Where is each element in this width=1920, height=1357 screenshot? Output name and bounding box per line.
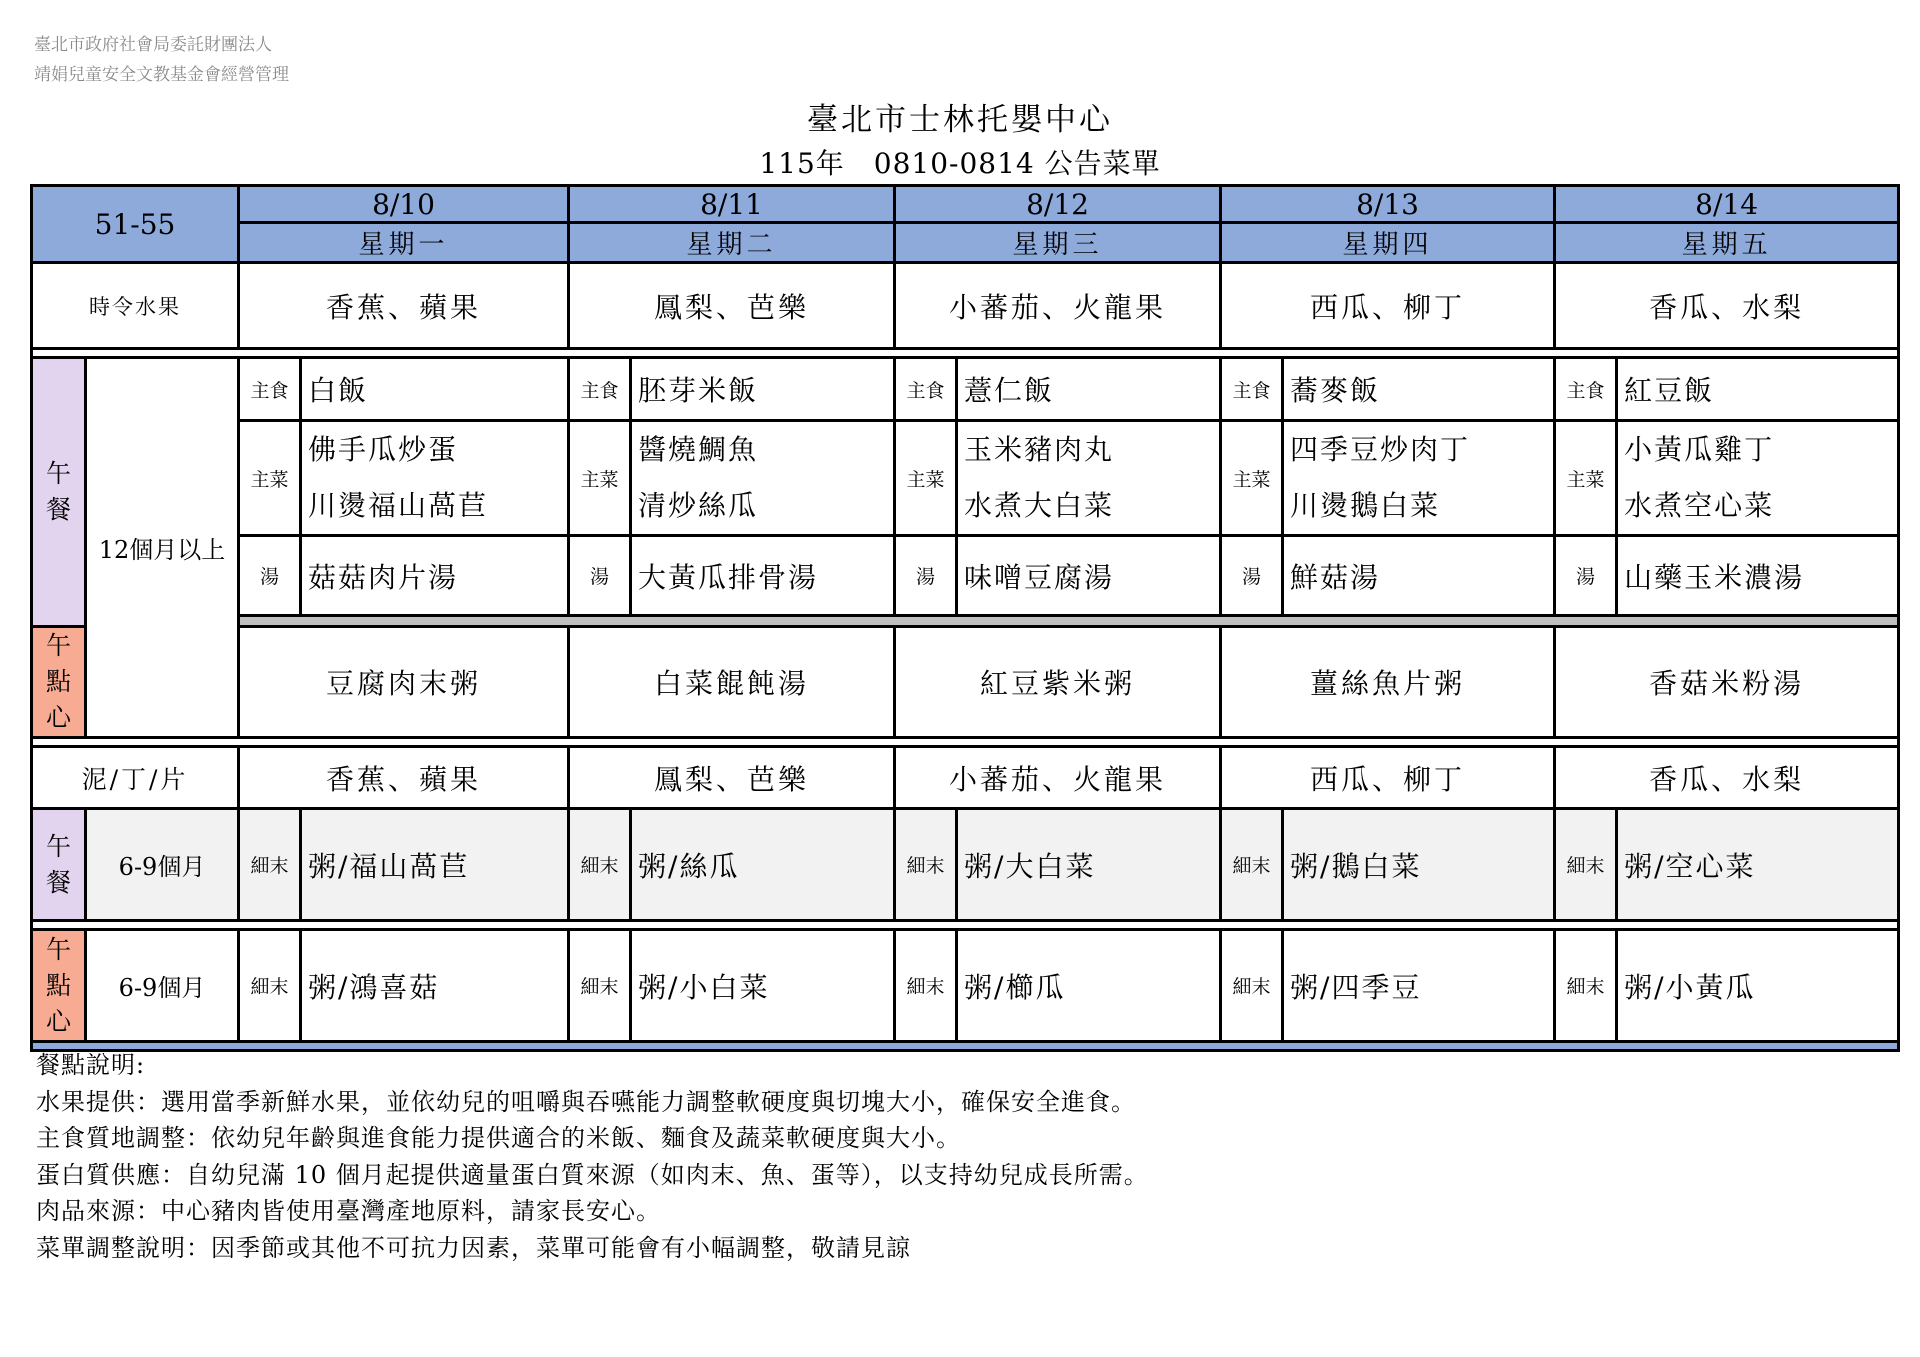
infant-snack-fri: 粥/小黃瓜	[1617, 930, 1899, 1042]
snack-wed: 紅豆紫米粥	[895, 627, 1221, 738]
lunch-label-text: 午 餐	[45, 831, 71, 897]
infant-lunch-fri: 粥/空心菜	[1617, 809, 1899, 921]
soup-label: 湯	[569, 536, 631, 616]
age-6-9-label: 6-9個月	[86, 809, 239, 921]
staple-label: 主食	[239, 358, 301, 421]
infant-lunch-tue: 粥/絲瓜	[631, 809, 895, 921]
date-header-thu: 8/13	[1221, 186, 1555, 223]
main-dishes-fri	[1617, 421, 1899, 536]
main-dishes-tue	[631, 421, 895, 536]
soup-label: 湯	[895, 536, 957, 616]
main-dish-2: 清炒絲瓜	[638, 489, 759, 522]
staple-label: 主食	[1221, 358, 1283, 421]
infant-lunch-side-label	[32, 809, 86, 921]
fine-label: 細末	[1555, 930, 1617, 1042]
main-dish-1: 四季豆炒肉丁	[1290, 433, 1471, 466]
soup-label: 湯	[1221, 536, 1283, 616]
soup-thu: 鮮菇湯	[1283, 536, 1555, 616]
soup-mon: 菇菇肉片湯	[301, 536, 569, 616]
organization-info	[34, 30, 289, 90]
soup-label: 湯	[1555, 536, 1617, 616]
main-dish-1: 小黃瓜雞丁	[1624, 433, 1775, 466]
main-dish-label: 主菜	[1221, 421, 1283, 536]
staple-label: 主食	[1555, 358, 1617, 421]
main-dish-label: 主菜	[239, 421, 301, 536]
fruit-thu: 西瓜、柳丁	[1221, 263, 1555, 349]
snack-label-text: 午 點 心	[45, 934, 71, 1036]
age-12-label: 12個月以上	[86, 358, 239, 738]
puree-label: 泥/丁/片	[32, 747, 239, 809]
fruit-fri: 香瓜、水梨	[1555, 263, 1899, 349]
fruit-tue: 鳳梨、芭樂	[569, 263, 895, 349]
snack-fri: 香菇米粉湯	[1555, 627, 1899, 738]
infant-lunch-wed: 粥/大白菜	[957, 809, 1221, 921]
infant-lunch-mon: 粥/福山萵苣	[301, 809, 569, 921]
page-title: 臺北市士林托嬰中心	[807, 102, 1113, 138]
snack-label-text: 午 點 心	[45, 631, 71, 732]
fine-label: 細末	[569, 930, 631, 1042]
weekday-header-mon: 星期一	[239, 223, 569, 263]
main-dish-2: 川燙鵝白菜	[1290, 489, 1441, 522]
infant-snack-thu: 粥/四季豆	[1283, 930, 1555, 1042]
main-dish-2: 川燙福山萵苣	[308, 489, 489, 522]
meal-notes	[36, 1047, 1149, 1266]
page-subtitle: 115年 0810-0814 公告菜單	[759, 147, 1161, 180]
infant-snack-wed: 粥/櫛瓜	[957, 930, 1221, 1042]
main-dish-2: 水煮大白菜	[964, 489, 1115, 522]
staple-mon: 白飯	[301, 358, 569, 421]
main-dishes-thu	[1283, 421, 1555, 536]
fine-label: 細末	[239, 930, 301, 1042]
org-line-2: 靖娟兒童安全文教基金會經營管理	[34, 65, 289, 85]
puree-fruit-tue: 鳳梨、芭樂	[569, 747, 895, 809]
note-adjustment: 菜單調整說明：因季節或其他不可抗力因素，菜單可能會有小幅調整，敬請見諒	[36, 1233, 911, 1262]
fine-label: 細末	[1221, 930, 1283, 1042]
lunch-label-text: 午 餐	[45, 459, 71, 524]
menu-table	[30, 184, 1900, 1052]
infant-snack-side-label	[32, 930, 86, 1042]
puree-fruit-wed: 小蕃茄、火龍果	[895, 747, 1221, 809]
fine-label: 細末	[1555, 809, 1617, 921]
fine-label: 細末	[895, 930, 957, 1042]
main-dishes-wed	[957, 421, 1221, 536]
note-fruit: 水果提供：選用當季新鮮水果，並依幼兒的咀嚼與吞嚥能力調整軟硬度與切塊大小，確保安全進食。	[36, 1087, 1136, 1116]
snack-side-label	[32, 627, 86, 738]
main-dish-label: 主菜	[569, 421, 631, 536]
weekday-header-thu: 星期四	[1221, 223, 1555, 263]
weekday-header-wed: 星期三	[895, 223, 1221, 263]
org-line-1: 臺北市政府社會局委託財團法人	[34, 35, 272, 55]
age-6-9-label: 6-9個月	[86, 930, 239, 1042]
infant-lunch-thu: 粥/鵝白菜	[1283, 809, 1555, 921]
main-dish-label: 主菜	[1555, 421, 1617, 536]
fruit-mon: 香蕉、蘋果	[239, 263, 569, 349]
staple-label: 主食	[895, 358, 957, 421]
puree-fruit-fri: 香瓜、水梨	[1555, 747, 1899, 809]
infant-snack-mon: 粥/鴻喜菇	[301, 930, 569, 1042]
soup-label: 湯	[239, 536, 301, 616]
soup-tue: 大黃瓜排骨湯	[631, 536, 895, 616]
snack-mon: 豆腐肉末粥	[239, 627, 569, 738]
fine-label: 細末	[895, 809, 957, 921]
weekday-header-tue: 星期二	[569, 223, 895, 263]
soup-fri: 山藥玉米濃湯	[1617, 536, 1899, 616]
main-dishes-mon	[301, 421, 569, 536]
fine-label: 細末	[569, 809, 631, 921]
date-header-mon: 8/10	[239, 186, 569, 223]
staple-tue: 胚芽米飯	[631, 358, 895, 421]
main-dish-1: 佛手瓜炒蛋	[308, 433, 459, 466]
staple-fri: 紅豆飯	[1617, 358, 1899, 421]
snack-thu: 薑絲魚片粥	[1221, 627, 1555, 738]
date-header-tue: 8/11	[569, 186, 895, 223]
fruit-label: 時令水果	[32, 263, 239, 349]
date-header-fri: 8/14	[1555, 186, 1899, 223]
fine-label: 細末	[1221, 809, 1283, 921]
notes-heading: 餐點說明:	[36, 1051, 146, 1079]
date-header-wed: 8/12	[895, 186, 1221, 223]
note-protein: 蛋白質供應：自幼兒滿 10 個月起提供適量蛋白質來源（如肉末、魚、蛋等），以支持幼兒成長所需。	[36, 1160, 1149, 1189]
staple-label: 主食	[569, 358, 631, 421]
infant-snack-tue: 粥/小白菜	[631, 930, 895, 1042]
age-range-header: 51-55	[32, 186, 239, 263]
staple-wed: 薏仁飯	[957, 358, 1221, 421]
staple-thu: 蕎麥飯	[1283, 358, 1555, 421]
puree-fruit-mon: 香蕉、蘋果	[239, 747, 569, 809]
note-meat: 肉品來源：中心豬肉皆使用臺灣產地原料，請家長安心。	[36, 1197, 661, 1225]
main-dish-label: 主菜	[895, 421, 957, 536]
lunch-side-label	[32, 358, 86, 627]
main-dish-1: 醬燒鯛魚	[638, 433, 759, 466]
main-dish-2: 水煮空心菜	[1624, 489, 1775, 522]
snack-tue: 白菜餛飩湯	[569, 627, 895, 738]
fine-label: 細末	[239, 809, 301, 921]
note-staple: 主食質地調整：依幼兒年齡與進食能力提供適合的米飯、麵食及蔬菜軟硬度與大小。	[36, 1124, 961, 1152]
soup-wed: 味噌豆腐湯	[957, 536, 1221, 616]
weekday-header-fri: 星期五	[1555, 223, 1899, 263]
main-dish-1: 玉米豬肉丸	[964, 433, 1115, 466]
puree-fruit-thu: 西瓜、柳丁	[1221, 747, 1555, 809]
fruit-wed: 小蕃茄、火龍果	[895, 263, 1221, 349]
